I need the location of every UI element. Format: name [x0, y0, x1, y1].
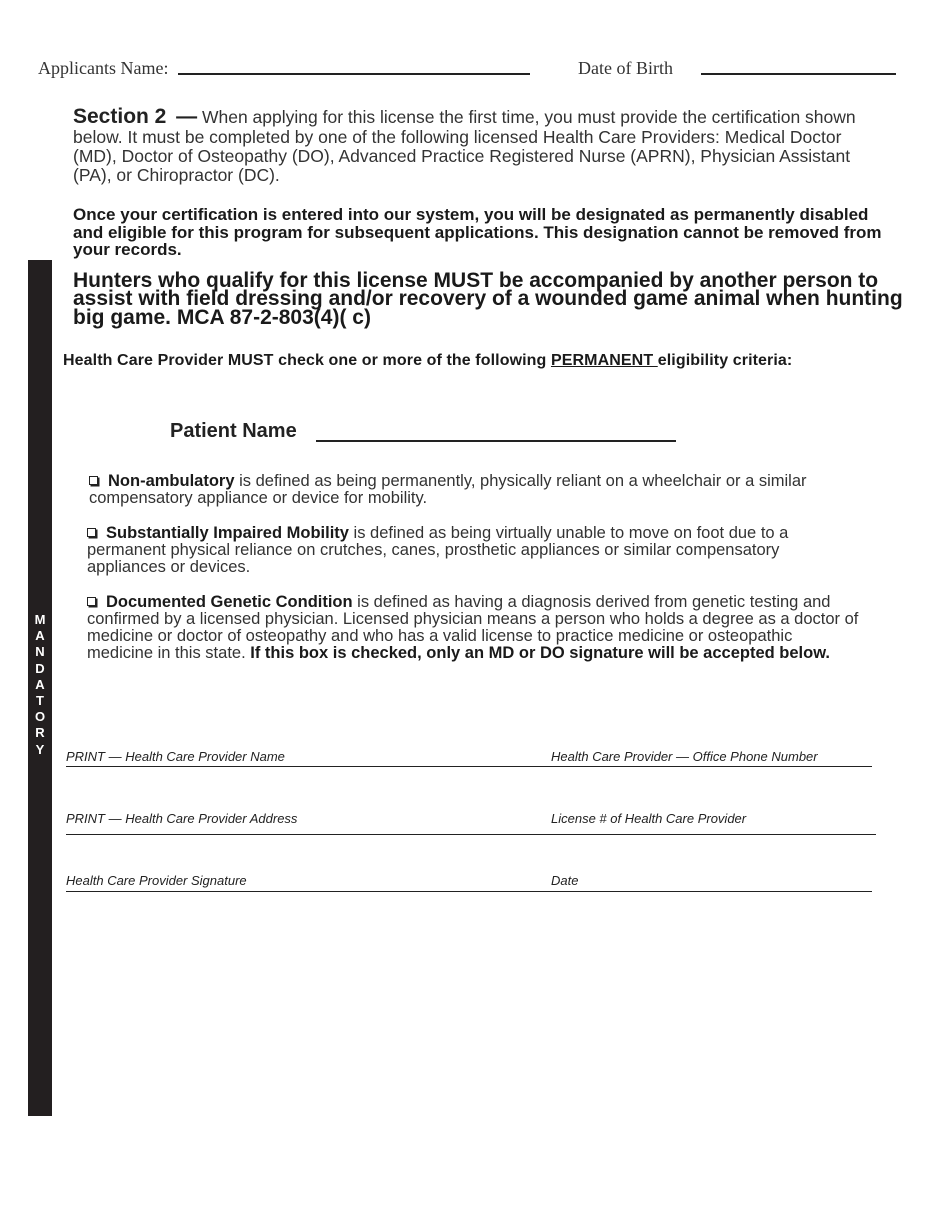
mandatory-letter: T	[36, 693, 44, 709]
impaired-mobility-checkbox[interactable]	[87, 528, 96, 537]
hunters-accompaniment-notice: Hunters who qualify for this license MUST be accompanied by another person to assist with field dressing and/or recovery of a wounded game animal when hunting big game. MCA 87-2-803(4)( c)	[73, 269, 903, 329]
non-ambulatory-checkbox[interactable]	[89, 476, 98, 485]
criterion-title: Documented Genetic Condition	[106, 593, 353, 611]
section-2-dash: —	[176, 105, 198, 128]
mandatory-letter: R	[35, 725, 45, 741]
mandatory-letter: O	[34, 709, 46, 725]
section-2-intro-text: When applying for this license the first time, you must provide the certification shown below. It must be completed by one of the following licensed Health Care Providers: Medical Doctor (MD), Doctor of Osteopathy (DO), Advanced Practice Registered Nurse (APRN), Physician Assistant (PA), or Chiropractor (DC).	[73, 107, 856, 185]
section-2-heading: Section 2	[73, 105, 167, 128]
date-label: Date	[551, 873, 579, 888]
applicant-name-field[interactable]	[178, 73, 530, 75]
provider-name-label: PRINT — Health Care Provider Name	[66, 749, 285, 764]
mandatory-sidebar	[28, 260, 52, 1116]
mandatory-label	[28, 612, 52, 758]
provider-address-label: PRINT — Health Care Provider Address	[66, 811, 298, 826]
criteria-heading-suffix: eligibility criteria:	[657, 352, 793, 369]
provider-name-phone-line[interactable]	[66, 766, 872, 767]
date-of-birth-field[interactable]	[701, 73, 896, 75]
provider-phone-label: Health Care Provider — Office Phone Number	[551, 749, 818, 764]
mandatory-letter: A	[35, 676, 45, 692]
mandatory-letter: D	[35, 660, 45, 676]
genetic-condition-checkbox[interactable]	[87, 597, 96, 606]
criterion-title: Non-ambulatory	[108, 472, 235, 490]
criterion-genetic-condition	[87, 594, 862, 662]
provider-signature-label: Health Care Provider Signature	[66, 873, 247, 888]
date-of-birth-label: Date of Birth	[578, 58, 673, 78]
provider-signature-date-line[interactable]	[66, 891, 872, 892]
mandatory-letter: A	[35, 628, 45, 644]
mandatory-letter: Y	[35, 741, 45, 757]
section-2-intro	[73, 106, 883, 185]
mandatory-letter: N	[35, 644, 45, 660]
patient-name-field[interactable]	[316, 440, 676, 442]
provider-license-label: License # of Health Care Provider	[551, 811, 747, 826]
criteria-heading-permanent: PERMANENT	[550, 352, 658, 369]
patient-name-label: Patient Name	[170, 420, 297, 442]
criteria-heading	[63, 352, 893, 370]
mandatory-letter: M	[34, 612, 46, 627]
criterion-text: is defined as being virtually unable to move on foot due to a permanent physical reliance on crutches, canes, prosthetic appliances or similar compensatory appliances or devices.	[87, 524, 789, 576]
applicant-name-label: Applicants Name:	[38, 58, 169, 78]
provider-address-license-line[interactable]	[66, 834, 876, 835]
criterion-text: is defined as having a diagnosis derived from genetic testing and confirmed by a licensed physician. Licensed physician means a person who holds a degree as a doctor of medicine or doctor of osteopathy and who has a valid license to practice medicine or osteopathic medicine in this state.	[87, 593, 859, 662]
criterion-non-ambulatory	[89, 473, 859, 507]
designation-notice: Once your certification is entered into our system, you will be designated as permanently disabled and eligible for this program for subsequent applications. This designation cannot be removed from your records.	[73, 205, 882, 259]
criterion-impaired-mobility	[87, 525, 857, 576]
criteria-heading-prefix: Health Care Provider MUST check one or more of the following	[63, 352, 551, 369]
criterion-md-do-warning: If this box is checked, only an MD or DO signature will be accepted below.	[250, 643, 831, 662]
criterion-text: is defined as being permanently, physically reliant on a wheelchair or a similar compensatory appliance or device for mobility.	[89, 472, 807, 507]
criterion-title: Substantially Impaired Mobility	[106, 524, 349, 542]
